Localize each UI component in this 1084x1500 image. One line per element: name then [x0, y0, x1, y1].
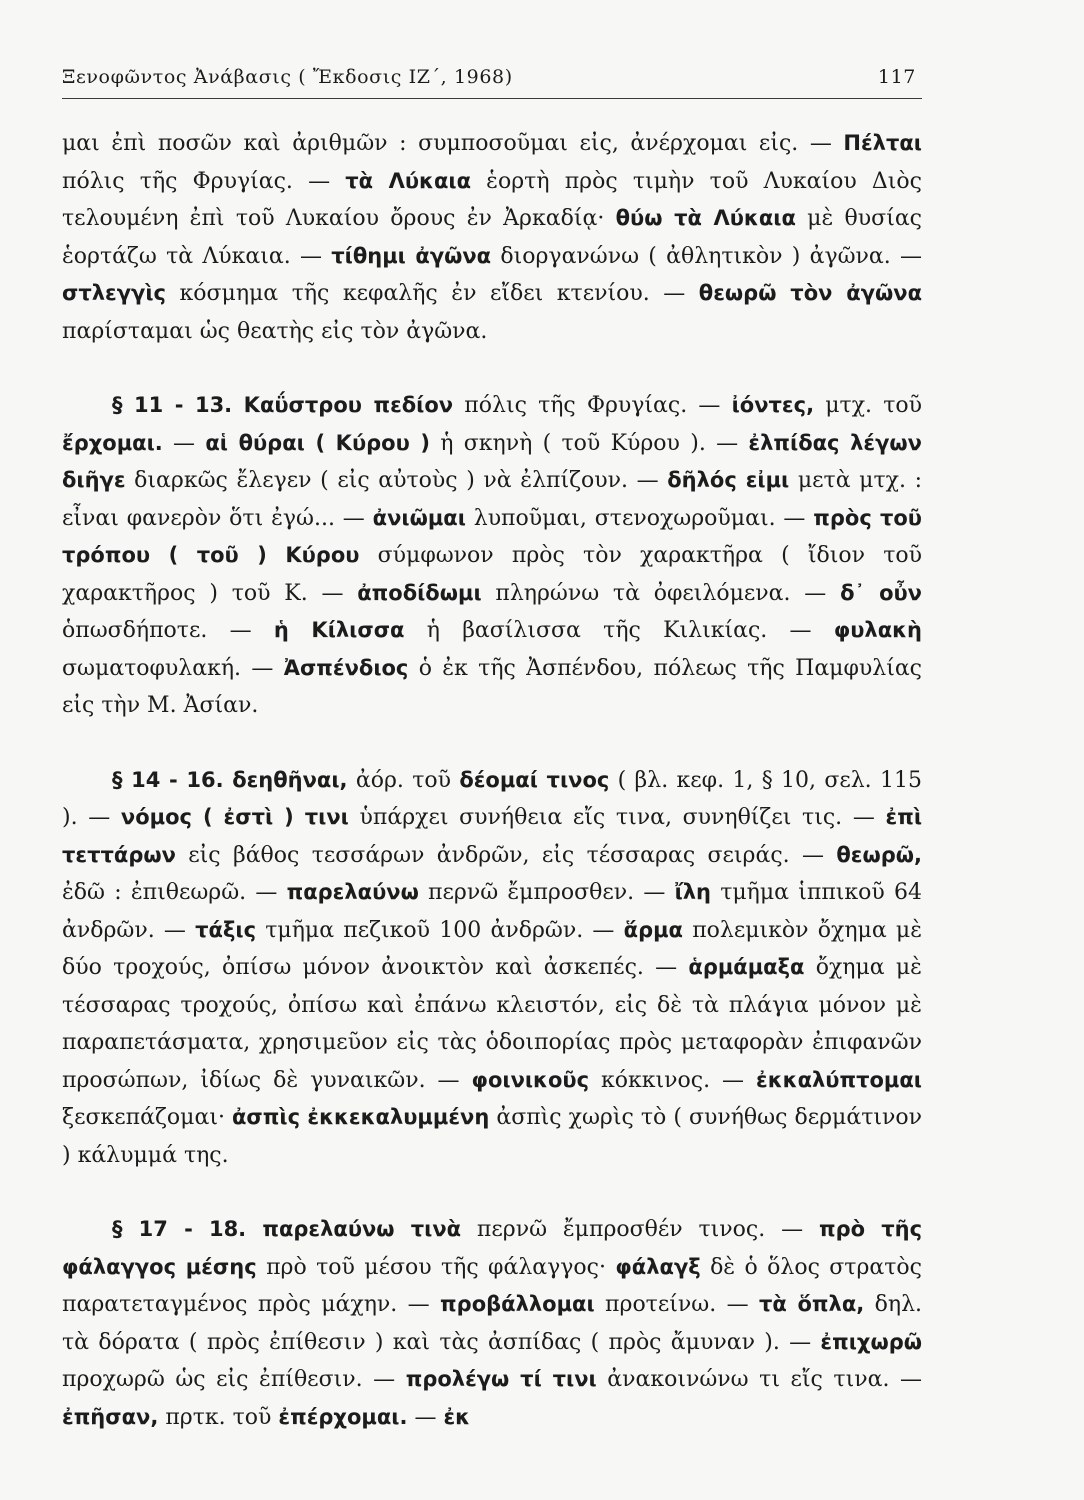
running-title: Ξενοφῶντος Ἀνάβασις ( Ἔκδοσις ΙΖ΄, 1968)	[62, 66, 513, 88]
lemma-term: προλέγω τί τινι	[405, 1367, 597, 1391]
lemma-term: ἴλη	[674, 880, 711, 904]
lemma-term: δῆλός εἰμι	[667, 468, 790, 492]
gloss-text: τμῆμα πεζικοῦ 100 ἀνδρῶν. —	[256, 917, 624, 943]
lemma-term: αἱ θύραι ( Κύρου )	[205, 430, 430, 455]
gloss-text: ὄχημα μὲ τέσσαρας τροχούς, ὀπίσω καὶ ἐπάνω κλειστόν, εἰς δὲ τὰ πλάγια μόνον μὲ παραπετάσματα, χρησιμεῦον εἰς τὰς ὁδοιπορίας πρὸς μεταφορὰν ἐπιφανῶν προσώπων, ἰδίως δὲ γυναικῶν. —	[62, 955, 922, 1093]
lemma-term: δέομαί τινος	[459, 767, 610, 792]
lemma-term: φοινικοῦς	[471, 1067, 590, 1092]
gloss-text: περνῶ ἔμπροσθεν. —	[418, 880, 675, 905]
lemma-term: προβάλλομαι	[440, 1292, 595, 1316]
lemma-term: θύω τὰ Λύκαια	[615, 206, 796, 230]
book-page	[62, 62, 922, 1472]
gloss-text: ἐδῶ : ἐπιθεωρῶ. —	[62, 880, 287, 905]
gloss-text: πολεμικὸν ὄχημα μὲ δύο τροχούς, ὀπίσω μόνον ἀνοικτὸν καὶ ἀσκεπές. —	[62, 917, 922, 980]
gloss-text: μετὰ μτχ. : εἶναι φανερὸν ὅτι ἐγώ... —	[62, 468, 922, 531]
gloss-text: διοργανώνω ( ἀθλητικὸν ) ἀγῶνα. —	[491, 243, 922, 269]
lemma-term: ἐπέρχομαι.	[278, 1404, 408, 1429]
gloss-text: ἀόρ. τοῦ	[347, 767, 460, 793]
section-paragraph	[62, 762, 922, 1175]
gloss-text: εἰς βάθος τεσσάρων ἀνδρῶν, εἰς τέσσαρας σειράς. —	[175, 842, 837, 868]
lemma-term: ἐπὶ τεττάρων	[62, 805, 922, 867]
lemma-term: ἐπῆσαν,	[62, 1404, 159, 1429]
gloss-text: κόσμημα τῆς κεφαλῆς ἐν εἴδει κτενίου. —	[165, 281, 699, 306]
gloss-text: ὁπωσδήποτε. —	[62, 618, 274, 643]
lemma-term: § 17 - 18.	[112, 1217, 263, 1241]
lemma-term: § 14 - 16.	[112, 767, 233, 792]
lemma-term: θεωρῶ,	[836, 842, 922, 867]
gloss-text: μτχ. τοῦ	[814, 393, 922, 418]
lemma-term: δ᾽ οὖν	[840, 580, 922, 605]
lemma-term: φυλακὴ	[833, 618, 922, 642]
section-paragraph	[62, 387, 922, 725]
lemma-term: πρὸς τοῦ τρόπου ( τοῦ ) Κύρου	[62, 505, 922, 567]
lemma-term: ἀνιῶμαι	[372, 505, 466, 530]
gloss-text: —	[162, 430, 206, 456]
lemma-term: ἐκκαλύπτομαι	[756, 1067, 922, 1092]
lemma-term: Καΰστρου πεδίον	[243, 393, 454, 417]
gloss-text: μαι ἐπὶ ποσῶν καὶ ἀριθμῶν : συμποσοῦμαι εἰς, ἀνέρχομαι εἰς. —	[62, 131, 844, 156]
lemma-term: τίθημι ἀγῶνα	[331, 243, 492, 268]
gloss-text: πληρώνω τὰ ὀφειλόμενα. —	[481, 580, 841, 606]
gloss-text: προχωρῶ ὡς εἰς ἐπίθεσιν. —	[62, 1367, 406, 1392]
gloss-text: —	[407, 1404, 444, 1430]
lemma-term: ἅρμα	[623, 917, 683, 942]
lemma-term: ἀσπὶς ἐκκεκαλυμμένη	[232, 1105, 490, 1129]
lemma-term: στλεγγὶς	[62, 281, 166, 305]
gloss-text: ἀσπὶς χωρὶς τὸ ( συνήθως δερμάτινον ) κάλυμμά της.	[62, 1105, 922, 1168]
lemma-term: τὰ ὅπλα,	[758, 1292, 865, 1316]
commentary-body	[62, 125, 922, 1436]
gloss-text: δηλ. τὰ δόρατα ( πρὸς ἐπίθεσιν ) καὶ τὰς ἀσπίδας ( πρὸς ἄμυναν ). —	[62, 1292, 922, 1355]
gloss-text: δὲ ὁ ὅλος στρατὸς παρατεταγμένος πρὸς μάχην. —	[62, 1254, 922, 1317]
gloss-text: τμῆμα ἱππικοῦ 64 ἀνδρῶν. —	[62, 880, 922, 943]
gloss-text: ἑορτὴ πρὸς τιμὴν τοῦ Λυκαίου Διὸς τελουμένη ἐπὶ τοῦ Λυκαίου ὄρους ἐν Ἀρκαδίᾳ·	[62, 168, 922, 231]
page-number: 117	[877, 66, 916, 88]
gloss-text: ( βλ. κεφ. 1, § 10, σελ. 115 ). —	[62, 767, 922, 830]
gloss-text: κόκκινος. —	[589, 1067, 757, 1093]
lemma-term: ἐκ	[443, 1404, 471, 1429]
gloss-text: λυποῦμαι, στενοχωροῦμαι. —	[465, 505, 814, 531]
gloss-text: περνῶ ἔμπροσθέν τινος. —	[461, 1217, 819, 1242]
continuation-paragraph	[62, 125, 922, 350]
gloss-text: πόλις τῆς Φρυγίας. —	[453, 393, 732, 418]
gloss-text: σύμφωνον πρὸς τὸν χαρακτῆρα ( ἴδιον τοῦ χαρακτῆρος ) τοῦ Κ. —	[62, 543, 922, 606]
lemma-term: δεηθῆναι,	[232, 767, 348, 792]
gloss-text: ξεσκεπάζομαι·	[62, 1105, 232, 1130]
lemma-term: ἁρμάμαξα	[688, 955, 805, 979]
section-paragraph	[62, 1211, 922, 1436]
running-header	[62, 62, 922, 99]
gloss-text: διαρκῶς ἔλεγεν ( εἰς αὐτοὺς ) νὰ ἐλπίζουν. —	[125, 468, 668, 493]
lemma-term: ἔρχομαι.	[62, 430, 163, 455]
gloss-text: προτείνω. —	[594, 1292, 759, 1317]
gloss-text: πόλις τῆς Φρυγίας. —	[62, 168, 346, 194]
lemma-term: ἀποδίδωμι	[357, 580, 482, 605]
lemma-term: τάξις	[195, 917, 257, 942]
gloss-text: πρὸ τοῦ μέσου τῆς φάλαγγος·	[256, 1254, 616, 1280]
lemma-term: ἰόντες,	[731, 393, 815, 417]
lemma-term: ἐλπίδας λέγων διῆγε	[62, 430, 922, 492]
gloss-text: ἀνακοινώνω τι εἴς τινα. —	[596, 1367, 922, 1392]
gloss-text: ἡ βασίλισσα τῆς Κιλικίας. —	[404, 618, 834, 643]
gloss-text: ἡ σκηνὴ ( τοῦ Κύρου ). —	[429, 430, 749, 456]
lemma-term: φάλαγξ	[615, 1254, 701, 1279]
lemma-term: παρελαύνω	[286, 880, 419, 904]
lemma-term: ἡ Κίλισσα	[273, 618, 405, 642]
lemma-term: παρελαύνω τινὰ	[262, 1217, 462, 1241]
lemma-term: ἐπιχωρῶ	[820, 1329, 922, 1354]
lemma-term: πρὸ τῆς φάλαγγος μέσης	[62, 1217, 922, 1279]
lemma-term: θεωρῶ τὸν ἀγῶνα	[698, 281, 922, 305]
lemma-term: Πέλται	[843, 131, 922, 155]
gloss-text: παρίσταμαι ὡς θεατὴς εἰς τὸν ἀγῶνα.	[62, 318, 488, 344]
gloss-text: ὁ ἐκ τῆς Ἀσπένδου, πόλεως τῆς Παμφυλίας εἰς τὴν Μ. Ἀσίαν.	[62, 655, 922, 718]
lemma-term: Ἀσπένδιος	[283, 655, 409, 680]
lemma-term: τὰ Λύκαια	[345, 168, 471, 193]
gloss-text: πρτκ. τοῦ	[158, 1404, 279, 1430]
gloss-text: ὑπάρχει συνήθεια εἴς τινα, συνηθίζει τις. —	[348, 805, 886, 830]
gloss-text: σωματοφυλακή. —	[62, 655, 284, 681]
gloss-text: μὲ θυσίας ἑορτάζω τὰ Λύκαια. —	[62, 206, 922, 269]
lemma-term: § 11 - 13.	[112, 393, 244, 417]
lemma-term: νόμος ( ἐστὶ ) τινι	[120, 805, 349, 829]
